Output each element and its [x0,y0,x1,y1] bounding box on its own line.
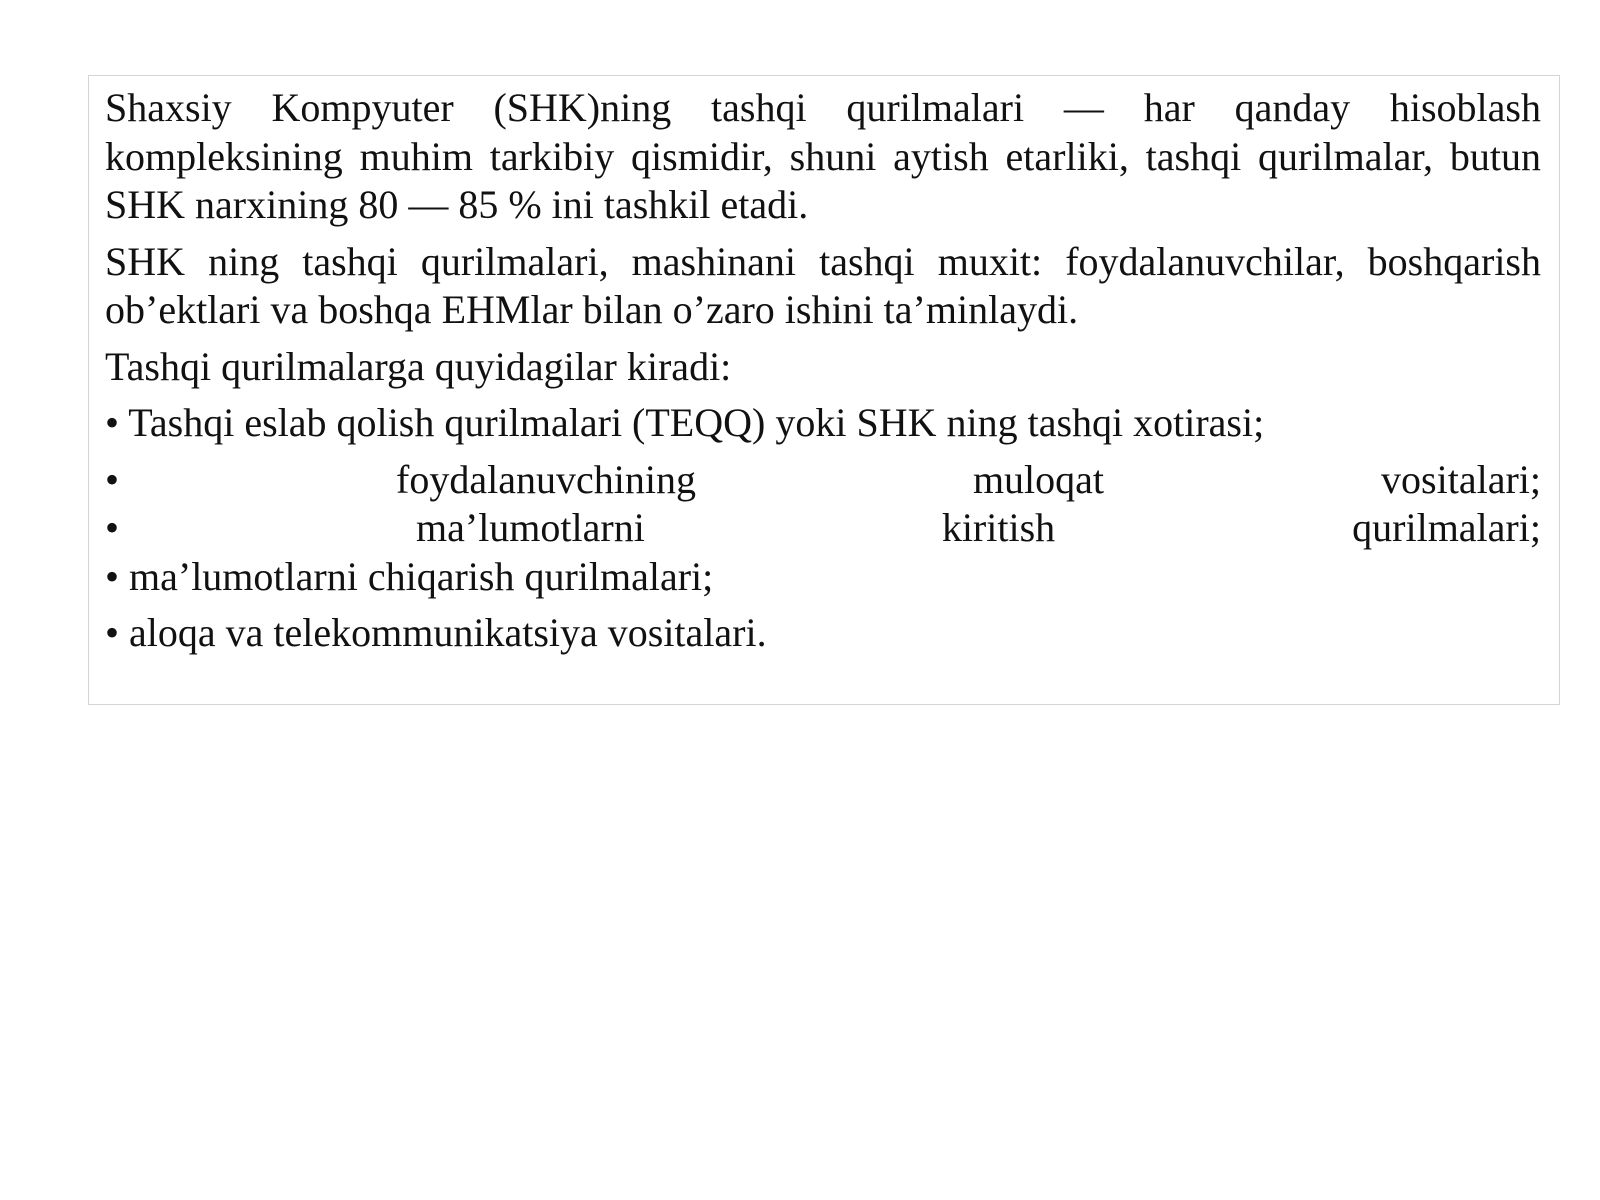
bullet-marker: • [105,456,120,502]
list-item-word: qurilmalari; [1352,505,1541,550]
list-item: • Tashqi eslab qolish qurilmalari (TEQQ) yoki SHK ning tashqi xotirasi; [105,400,1265,445]
list-item: • aloqa va telekommunikatsiya vositalari. [105,610,767,655]
text-box [88,75,1560,705]
list-item-word: kiritish [941,505,1056,550]
list-item-word: foydalanuvchining [396,456,696,502]
paragraph-list-intro: Tashqi qurilmalarga quyidagilar kiradi: [105,343,732,389]
list-item-word: vositalari; [1381,456,1541,502]
paragraph-intro: Shaxsiy Kompyuter (SHK)ning tashqi qurilmalari — har qanday hisoblash kompleksining muhim tarkibiy qismidir, shuni aytish etarliki, tashqi qurilmalar, butun SHK narxining 80 — 85 % ini tashkil etadi. [105,85,1541,227]
list-item [105,456,1541,505]
list-item [105,504,1541,553]
paragraph-function: SHK ning tashqi qurilmalari, mashinani tashqi muxit: foydalanuvchilar, boshqarish ob’ektlari va boshqa EHMlar bilan o’zaro ishini ta’minlaydi. [105,238,1541,332]
list-item-word: ma’lumotlarni [416,505,645,550]
list-item: • ma’lumotlarni chiqarish qurilmalari; [105,553,714,599]
bullet-marker: • [105,505,120,550]
list-item-word: muloqat [972,456,1105,502]
